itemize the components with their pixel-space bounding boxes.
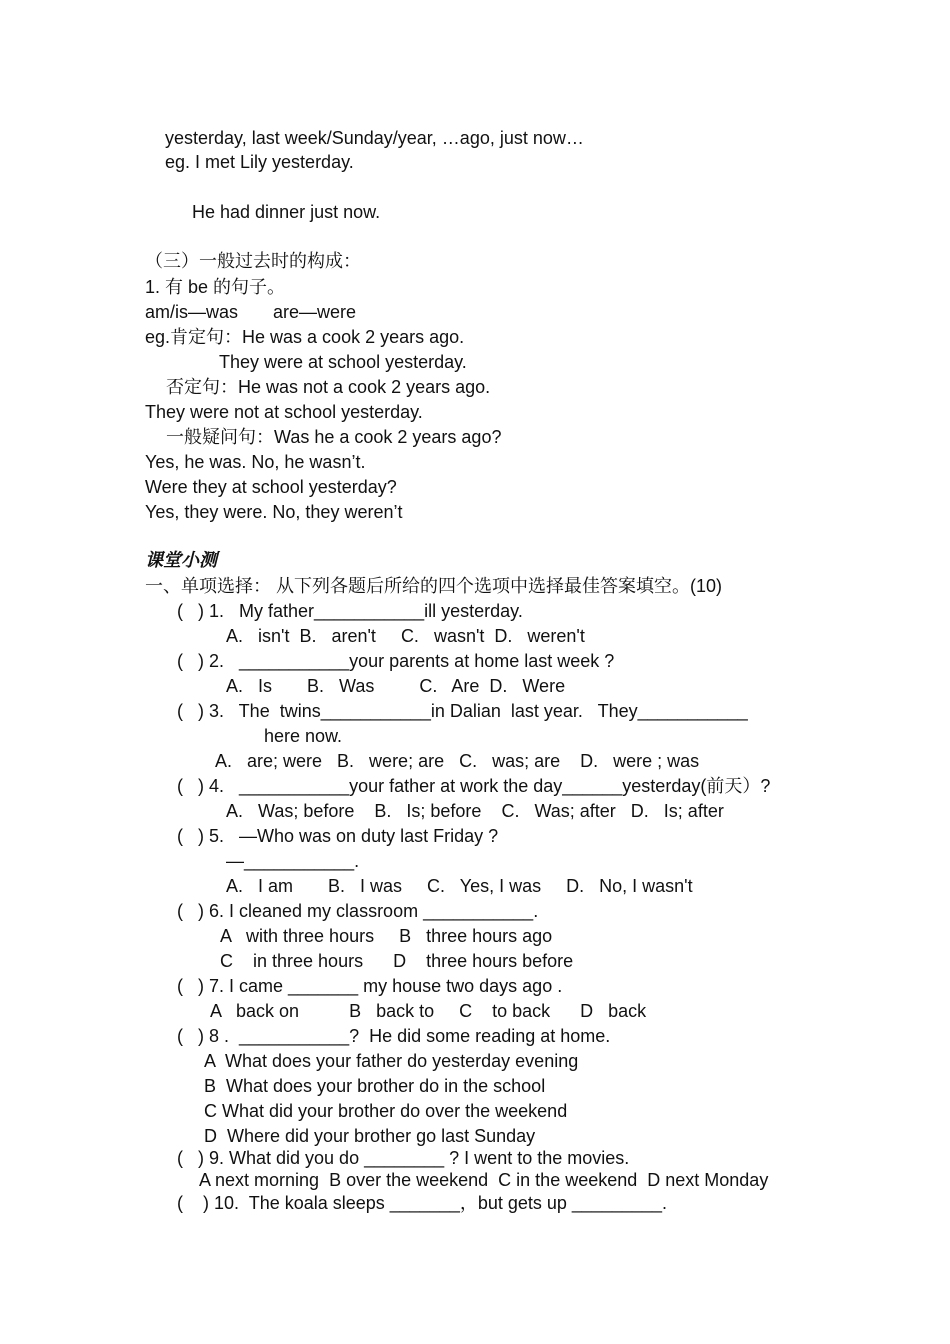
question-6-options-cd: C in three hours D three hours before <box>220 951 574 971</box>
be-forms: am/is—was are—were <box>145 302 357 322</box>
answer-example-1: Yes, he was. No, he wasn’t. <box>145 452 366 472</box>
question-8: ( ) 8 . ___________? He did some reading at home. <box>177 1026 611 1046</box>
example-line-2: He had dinner just now. <box>192 202 381 222</box>
example-line-1: eg. I met Lily yesterday. <box>165 152 354 172</box>
question-5-options: A. I am B. I was C. Yes, I was D. No, I wasn't <box>226 876 693 896</box>
question-8-option-c: C What did your brother do over the weekend <box>204 1101 568 1121</box>
negative-example-1: 否定句：He was not a cook 2 years ago. <box>166 377 491 397</box>
question-3-options: A. are; were B. were; are C. was; are D. were ; was <box>215 751 700 771</box>
question-3: ( ) 3. The twins___________in Dalian last year. They___________ <box>177 701 748 721</box>
question-2: ( ) 2. ___________your parents at home last week ? <box>177 651 615 671</box>
question-6: ( ) 6. I cleaned my classroom ___________. <box>177 901 539 921</box>
question-1: ( ) 1. My father___________ill yesterday. <box>177 601 523 621</box>
question-9-options: A next morning B over the weekend C in the weekend D next Monday <box>199 1170 769 1190</box>
negative-example-2: They were not at school yesterday. <box>145 402 423 422</box>
question-7-options: A back on B back to C to back D back <box>210 1001 647 1021</box>
question-6-options-ab: A with three hours B three hours ago <box>220 926 553 946</box>
question-example-1: 一般疑问句：Was he a cook 2 years ago? <box>166 427 502 447</box>
question-8-option-a: A What does your father do yesterday evening <box>204 1051 579 1071</box>
section-heading: （三）一般过去时的构成： <box>145 251 361 272</box>
question-9: ( ) 9. What did you do ________ ? I went to the movies. <box>177 1148 630 1168</box>
affirmative-example-2: They were at school yesterday. <box>219 352 467 372</box>
question-5-blank: —___________. <box>226 851 360 871</box>
affirmative-example-1: eg.肯定句：He was a cook 2 years ago. <box>145 327 465 347</box>
answer-example-2: Yes, they were. No, they weren’t <box>145 502 403 522</box>
question-4-options: A. Was; before B. Is; before C. Was; after D. Is; after <box>226 801 724 821</box>
question-10: ( ) 10. The koala sleeps _______，but gets up _________. <box>177 1193 668 1213</box>
question-8-option-b: B What does your brother do in the school <box>204 1076 546 1096</box>
question-5: ( ) 5. —Who was on duty last Friday ? <box>177 826 499 846</box>
question-3-continuation: here now. <box>264 726 343 746</box>
question-8-option-d: D Where did your brother go last Sunday <box>204 1126 536 1146</box>
time-words-line: yesterday, last week/Sunday/year, …ago, just now… <box>165 128 584 148</box>
question-4: ( ) 4. ___________your father at work the day______yesterday(前天）? <box>177 776 771 796</box>
question-example-2: Were they at school yesterday? <box>145 477 397 497</box>
question-1-options: A. isn't B. aren't C. wasn't D. weren't <box>226 626 585 646</box>
question-2-options: A. Is B. Was C. Are D. Were <box>226 676 566 696</box>
quiz-instruction: 一、单项选择： 从下列各题后所给的四个选项中选择最佳答案填空。(10) <box>145 576 723 596</box>
quiz-title: 课堂小测 <box>145 550 217 571</box>
question-7: ( ) 7. I came _______ my house two days ago . <box>177 976 563 996</box>
point-1: 1. 有 be 的句子。 <box>145 277 286 297</box>
